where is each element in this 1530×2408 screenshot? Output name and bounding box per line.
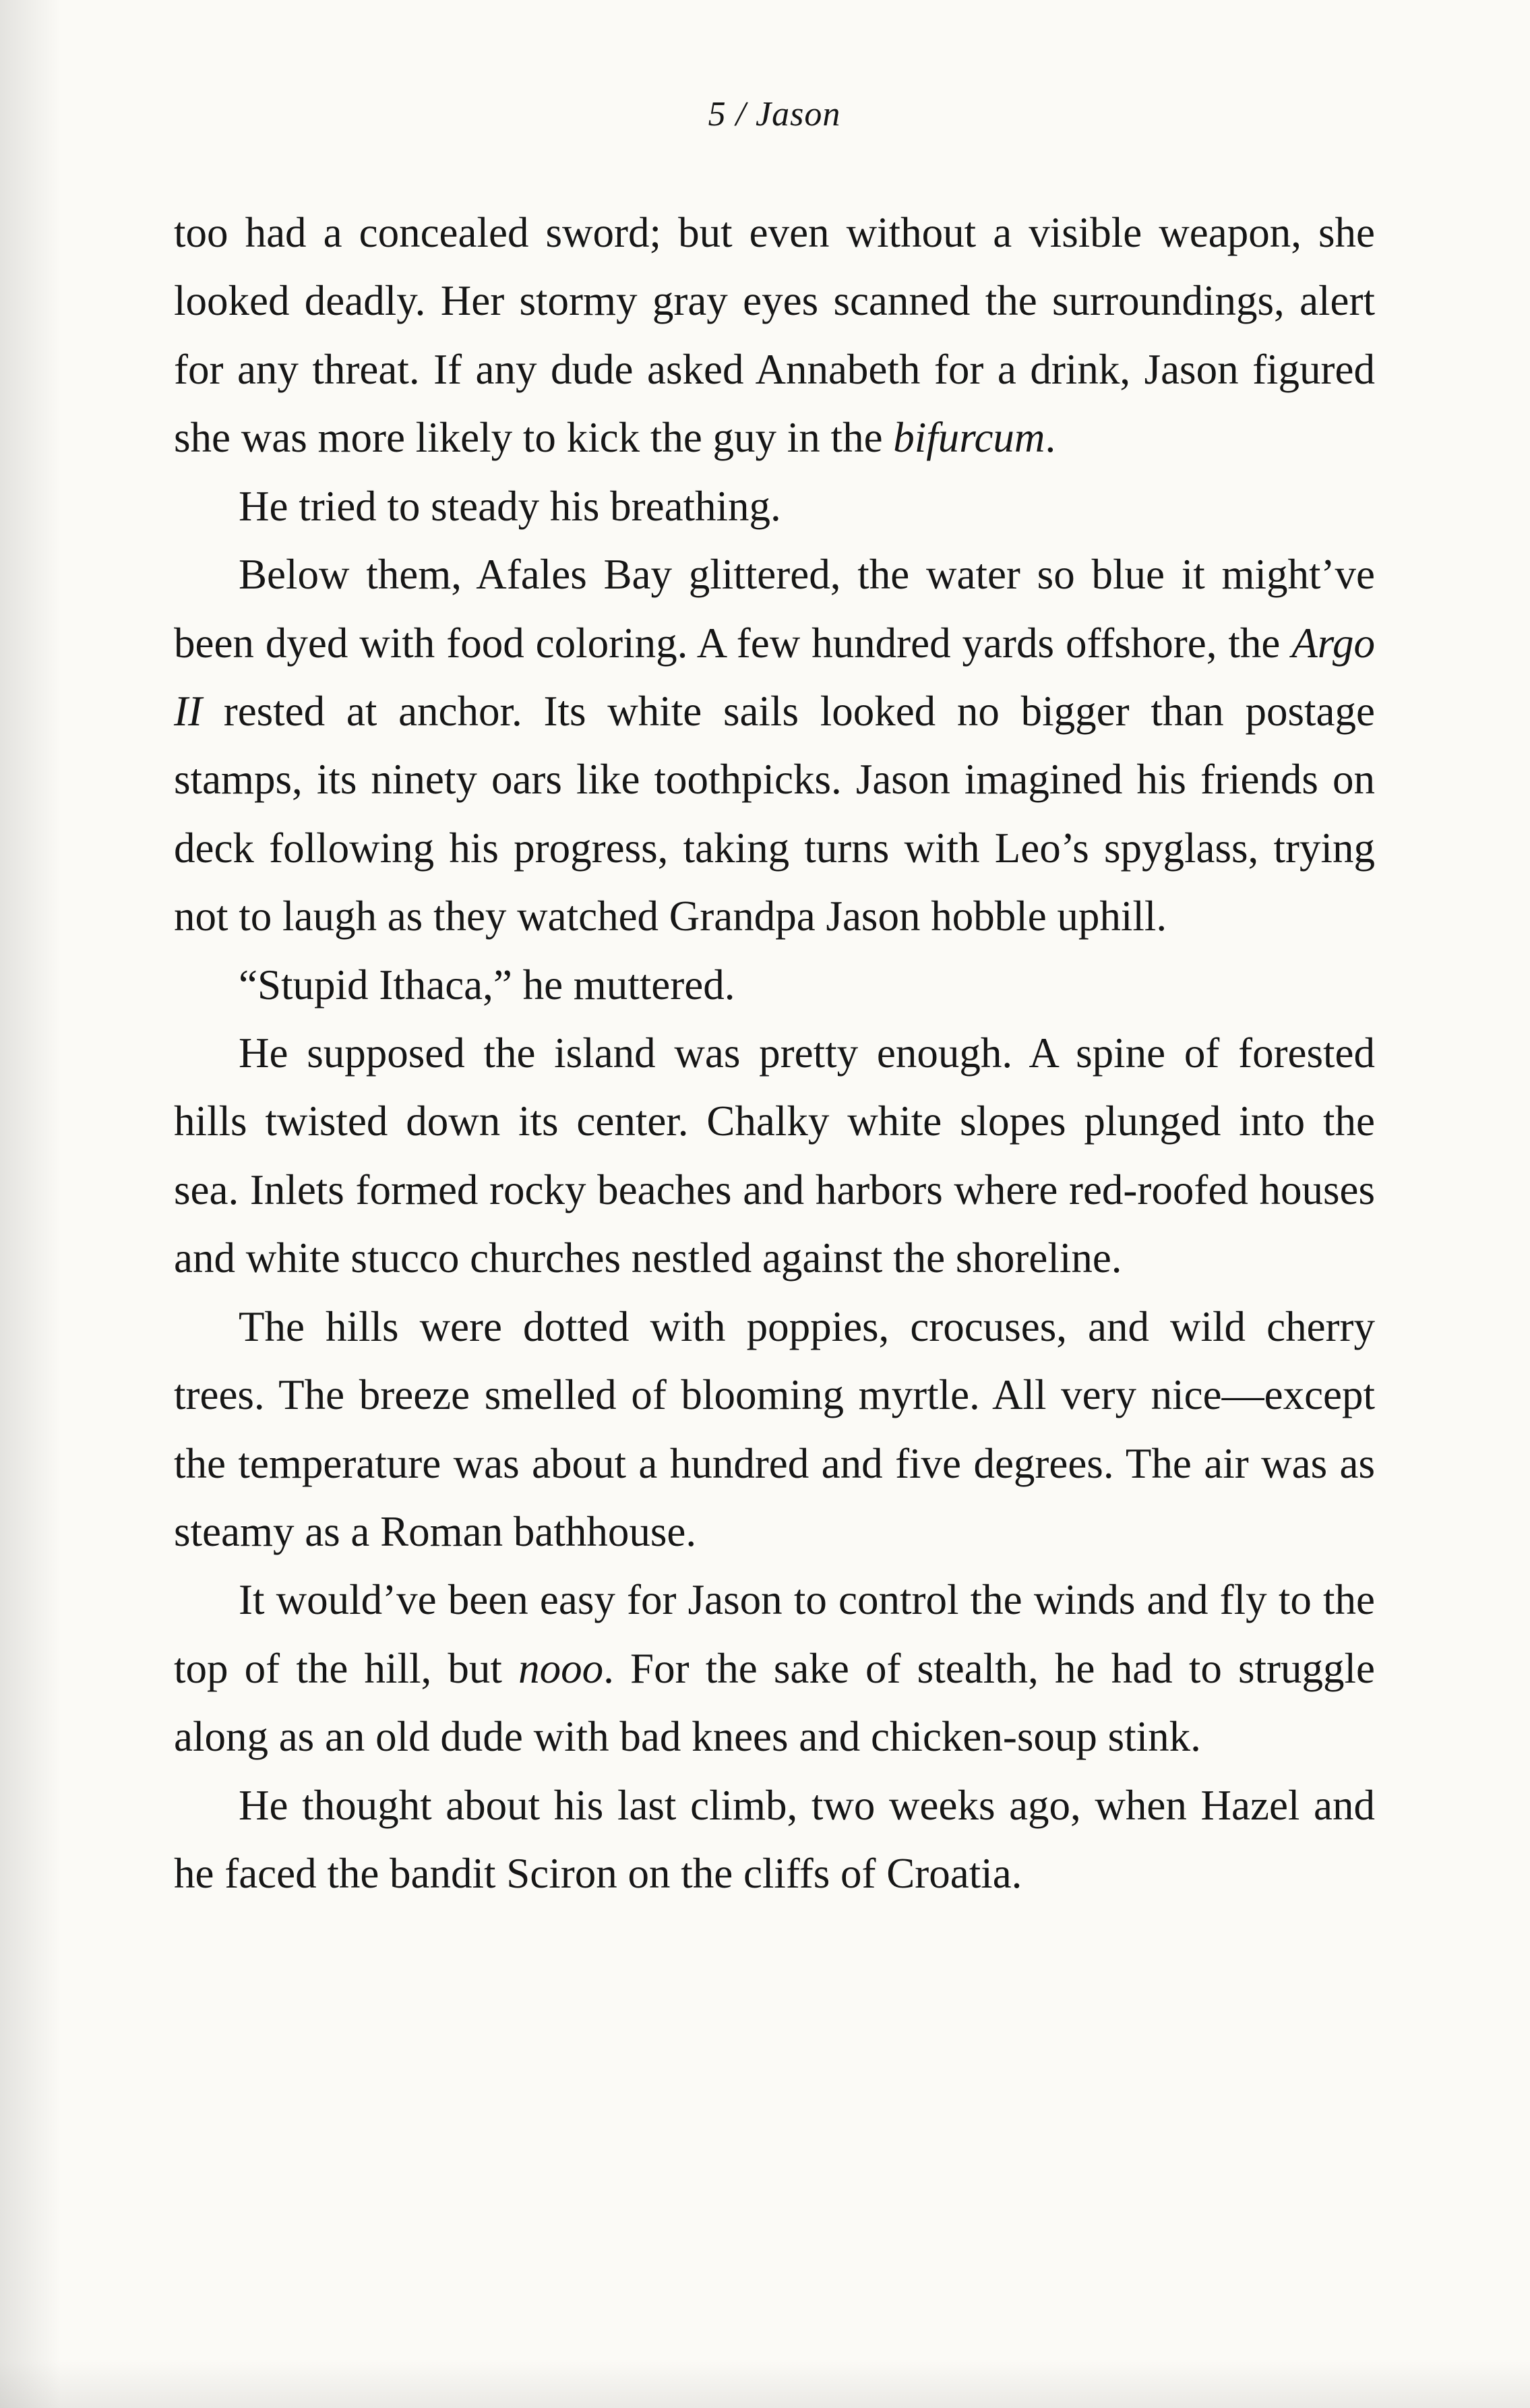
- text-run: Below them, Afales Bay glittered, the water so blue it might’ve been dyed with food coloring. A few hundred yards offshore, the: [174, 551, 1375, 667]
- text-run: He supposed the island was pretty enough. A spine of forested hills twisted down its center. Chalky white slopes plunged into the sea. Inlets formed rocky beaches and harbors where red-roofed houses and white stucco churches nestled against the shoreline.: [174, 1029, 1375, 1282]
- page-body: [174, 199, 1375, 1908]
- text-run: The hills were dotted with poppies, crocuses, and wild cherry trees. The breeze smelled of blooming myrtle. All very nice—except the temperature was about a hundred and five degrees. The air was as steamy as a Roman bathhouse.: [174, 1302, 1375, 1556]
- paragraph: [174, 951, 1375, 1019]
- paragraph: [174, 199, 1375, 473]
- paragraph: [174, 1566, 1375, 1771]
- text-run: .: [1045, 414, 1056, 462]
- paragraph: [174, 1772, 1375, 1908]
- text-run: “Stupid Ithaca,” he muttered.: [239, 961, 735, 1009]
- text-run-italic: Argo II: [174, 619, 1375, 735]
- text-run: It would’ve been easy for Jason to control the winds and fly to the top of the hill, but: [174, 1576, 1375, 1692]
- text-run: too had a concealed sword; but even without a visible weapon, she looked deadly. Her stormy gray eyes scanned the surroundings, alert for any threat. If any dude asked Annabeth for a drink, Jason figured she was more likely to kick the guy in the: [174, 209, 1375, 462]
- text-run: He thought about his last climb, two weeks ago, when Hazel and he faced the bandit Sciron on the cliffs of Croatia.: [174, 1781, 1375, 1898]
- page-header: 5 / Jason: [708, 95, 841, 133]
- paragraph: [174, 1293, 1375, 1567]
- paragraph: [174, 541, 1375, 951]
- text-run-italic: bifurcum: [893, 414, 1045, 462]
- paragraph: [174, 1019, 1375, 1293]
- text-run: . For the sake of stealth, he had to struggle along as an old dude with bad knees and chicken-soup stink.: [174, 1644, 1375, 1761]
- text-run: rested at anchor. Its white sails looked no bigger than postage stamps, its ninety oars like toothpicks. Jason imagined his friends on deck following his progress, taking turns with Leo’s spyglass, trying not to laugh as they watched Grandpa Jason hobble uphill.: [174, 687, 1375, 940]
- text-run-italic: nooo: [518, 1644, 604, 1692]
- text-run: He tried to steady his breathing.: [239, 482, 781, 530]
- paragraph: [174, 473, 1375, 541]
